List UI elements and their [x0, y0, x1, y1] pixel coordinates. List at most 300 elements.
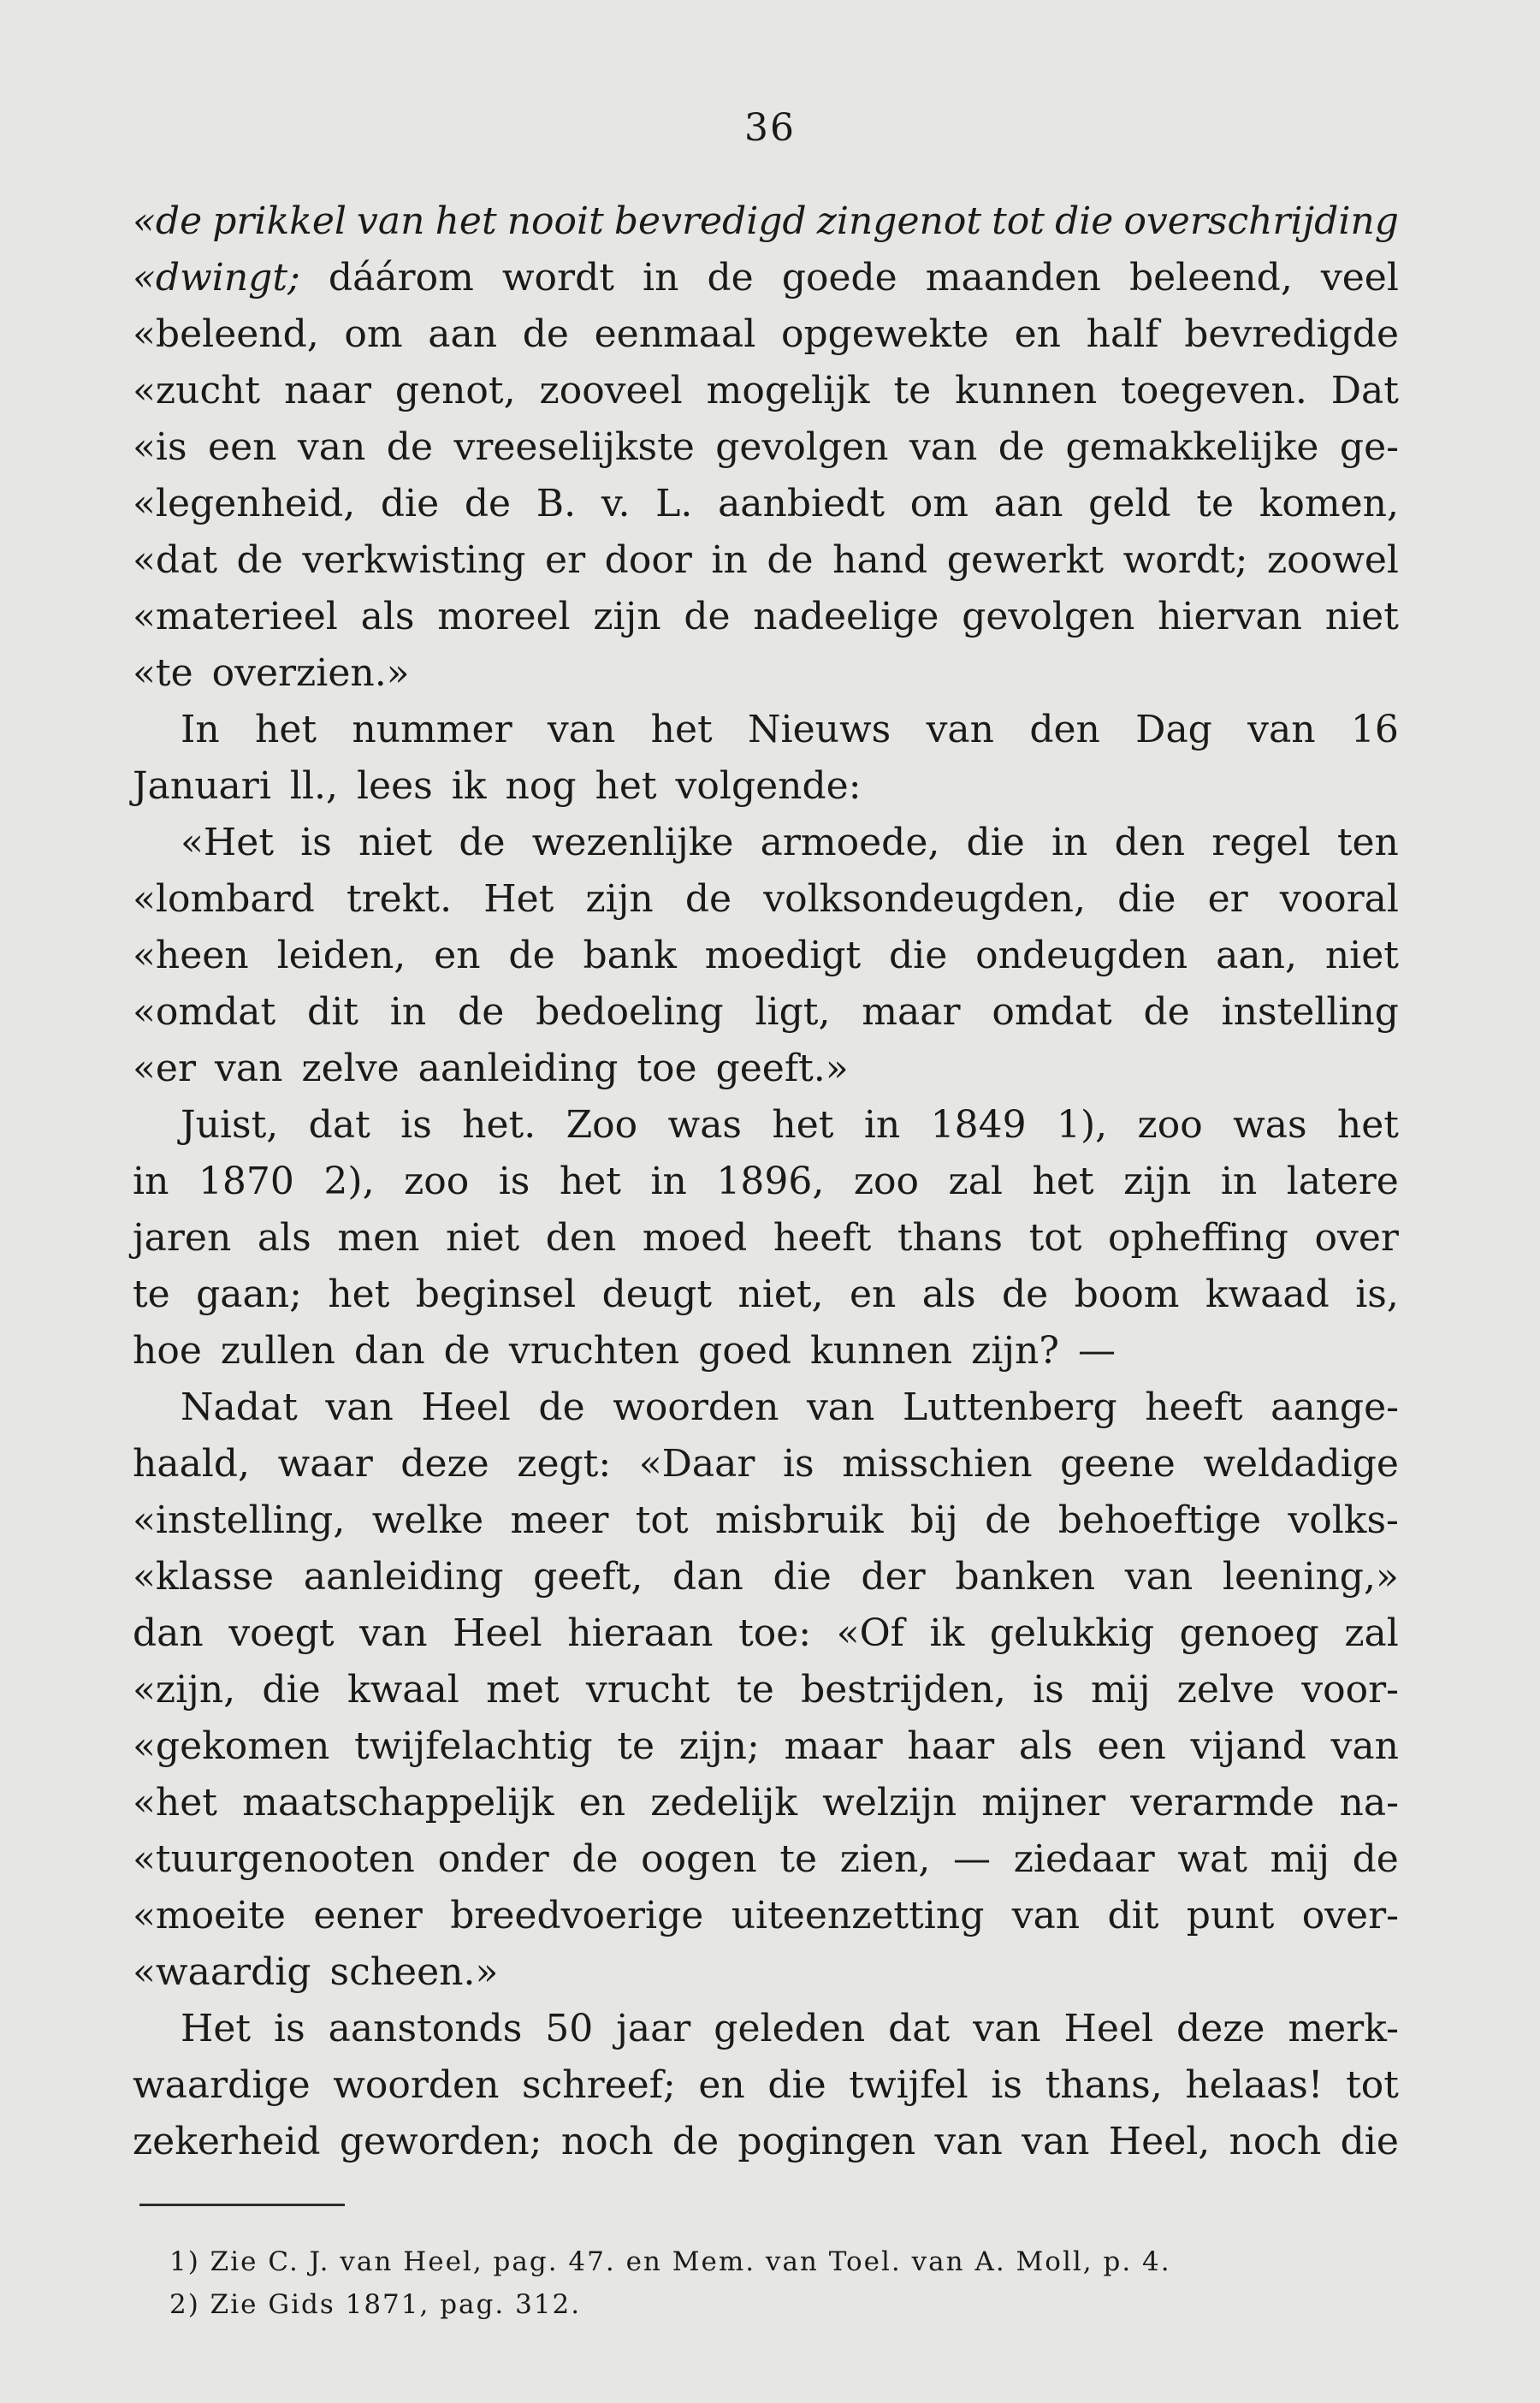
word: den: [1029, 708, 1100, 751]
word: de: [386, 425, 434, 469]
word: —: [953, 1837, 992, 1881]
word: thans,: [1045, 2063, 1163, 2107]
word: de: [458, 990, 505, 1034]
word: geld: [1088, 482, 1171, 525]
word: banken: [955, 1555, 1096, 1599]
word: die: [966, 821, 1025, 864]
text-line: [133, 476, 1399, 532]
word: tot: [1028, 1216, 1082, 1260]
word: «Daar: [638, 1442, 755, 1486]
word: het: [650, 708, 713, 751]
word: beleend,: [1128, 256, 1293, 300]
word: 1870: [198, 1160, 294, 1203]
word: toe: [637, 1047, 697, 1090]
word: leening,»: [1222, 1555, 1399, 1599]
word: pogingen: [737, 2120, 916, 2163]
word: zijn: [1123, 1160, 1192, 1203]
word: voor-: [1301, 1668, 1399, 1712]
word: moedigt: [704, 934, 862, 977]
word: «is: [133, 425, 187, 469]
word: «lombard: [133, 877, 315, 921]
word: die: [889, 934, 948, 977]
word: het: [595, 764, 657, 808]
word: welzijn: [822, 1781, 957, 1824]
page-number: 36: [744, 106, 796, 150]
word: half: [1086, 312, 1159, 356]
word: noch: [1229, 2120, 1322, 2163]
word: L.: [655, 482, 693, 525]
word: over: [1314, 1216, 1399, 1260]
footnote-2: 2) Zie Gids 1871, pag. 312.: [169, 2289, 582, 2320]
word: deugt: [601, 1273, 713, 1316]
word: waar: [277, 1442, 373, 1486]
word: opheffing: [1108, 1216, 1288, 1260]
word: «heen: [133, 934, 249, 977]
word: van: [926, 708, 994, 751]
word: lees: [357, 764, 433, 808]
word: de: [985, 1498, 1032, 1542]
word: Heel,: [1108, 2120, 1211, 2163]
word: de: [572, 1837, 619, 1881]
word: een: [1097, 1724, 1166, 1768]
word: geene: [1060, 1442, 1176, 1486]
word: wordt;: [1122, 538, 1248, 582]
word: «het: [133, 1781, 217, 1824]
word: toe:: [738, 1611, 812, 1655]
word: van: [297, 425, 366, 469]
text-line: [133, 1662, 1399, 1718]
text-line: [133, 2001, 1399, 2057]
word: zijn: [593, 595, 661, 638]
word: gevolgen: [715, 425, 889, 469]
word: deze: [400, 1442, 489, 1486]
word: merk-: [1288, 2007, 1399, 2050]
word: mijner: [981, 1781, 1106, 1824]
word: behoeftige: [1057, 1498, 1262, 1542]
word: zal: [948, 1160, 1004, 1203]
word: in: [1051, 821, 1088, 864]
text-line: [133, 1605, 1399, 1662]
word: het: [255, 708, 317, 751]
text-line: [133, 1831, 1399, 1888]
word: «te: [133, 651, 193, 695]
word: zoo: [404, 1160, 470, 1203]
word: kwaal: [346, 1668, 459, 1712]
word: zal: [1344, 1611, 1399, 1655]
word: schreef;: [522, 2063, 676, 2107]
word: ondeugden: [975, 934, 1188, 977]
text-line: [133, 871, 1399, 928]
word: heeft: [1145, 1385, 1243, 1429]
word: niet,: [737, 1273, 824, 1316]
word: In: [181, 708, 220, 751]
word: aan: [993, 482, 1063, 525]
word: twijfel: [849, 2063, 968, 2107]
text-line: [133, 758, 1399, 815]
word: nadeelige: [753, 595, 939, 638]
word: leiden,: [276, 934, 406, 977]
footnote-divider: [139, 2204, 345, 2206]
text-line: [133, 1492, 1399, 1549]
word: zoowel: [1267, 538, 1399, 582]
text-line: [133, 419, 1399, 476]
word: zingenot: [816, 199, 982, 243]
word: «de: [133, 199, 203, 243]
word: naar: [284, 369, 371, 412]
word: mij: [1270, 1837, 1330, 1881]
word: was: [667, 1103, 743, 1147]
word: v.: [601, 482, 631, 525]
word: van: [547, 708, 616, 751]
word: van: [1022, 2120, 1090, 2163]
text-line: [133, 1323, 1399, 1380]
word: te: [779, 1837, 818, 1881]
word: is: [991, 2063, 1022, 2107]
word: als: [257, 1216, 311, 1260]
word: het: [1032, 1160, 1094, 1203]
word: «zijn,: [133, 1668, 236, 1712]
word: als: [1018, 1724, 1073, 1768]
word: de: [443, 1329, 490, 1373]
word: is: [782, 1442, 814, 1486]
word: zijn?: [971, 1329, 1059, 1373]
word: Dat: [1330, 369, 1399, 412]
word: hiervan: [1158, 595, 1303, 638]
word: ll.,: [289, 764, 339, 808]
word: van: [357, 199, 425, 243]
word: maanden: [925, 256, 1101, 300]
word: punt: [1186, 1894, 1275, 1937]
word: Heel: [421, 1385, 511, 1429]
word: om: [344, 312, 403, 356]
word: is: [498, 1160, 530, 1203]
word: die: [262, 1668, 321, 1712]
footnote-1: 1) Zie C. J. van Heel, pag. 47. en Mem. van Toel. van A. Moll, p. 4.: [169, 2246, 1171, 2277]
word: te: [133, 1273, 170, 1316]
word: te: [1196, 482, 1235, 525]
text-line: [133, 702, 1399, 758]
word: de: [767, 538, 814, 582]
word: veel: [1320, 256, 1399, 300]
word: tot: [635, 1498, 689, 1542]
word: deze: [1176, 2007, 1265, 2050]
word: overzien.»: [211, 651, 410, 695]
word: die: [767, 2063, 826, 2107]
word: is: [274, 2007, 305, 2050]
word: B.: [536, 482, 577, 525]
word: «Of: [836, 1611, 904, 1655]
word: over-: [1301, 1894, 1399, 1937]
text-line: [133, 1549, 1399, 1605]
word: «dwingt;: [133, 256, 300, 300]
word: «beleend,: [133, 312, 319, 356]
word: «materieel: [133, 595, 338, 638]
word: dit: [1107, 1894, 1159, 1937]
word: «instelling,: [133, 1498, 346, 1542]
word: helaas!: [1185, 2063, 1324, 2107]
word: maar: [862, 990, 961, 1034]
word: zedelijk: [650, 1781, 798, 1824]
word: trekt.: [346, 877, 453, 921]
word: te: [737, 1668, 774, 1712]
text-line: [133, 2114, 1399, 2170]
word: eenmaal: [594, 312, 756, 356]
word: tot: [992, 199, 1045, 243]
word: de: [236, 538, 283, 582]
word: vrucht: [585, 1668, 710, 1712]
word: in: [711, 538, 748, 582]
word: het: [772, 1103, 834, 1147]
word: die: [380, 482, 440, 525]
word: 16: [1350, 708, 1399, 751]
word: niet: [1324, 934, 1399, 977]
word: ten: [1336, 821, 1399, 864]
word: gewerkt: [946, 538, 1105, 582]
word: in: [650, 1160, 687, 1203]
word: scheen.»: [329, 1950, 499, 1994]
word: Nieuws: [748, 708, 891, 751]
word: en: [849, 1273, 897, 1316]
word: omdat: [992, 990, 1112, 1034]
word: van: [909, 425, 978, 469]
word: niet: [446, 1216, 520, 1260]
word: in: [389, 990, 427, 1034]
word: armoede,: [760, 821, 940, 864]
word: «er: [133, 1047, 196, 1090]
word: heeft: [773, 1216, 872, 1260]
word: overschrijding: [1123, 199, 1399, 243]
word: weldadige: [1203, 1442, 1399, 1486]
word: als: [921, 1273, 976, 1316]
word: dit: [307, 990, 358, 1034]
word: 1),: [1056, 1103, 1108, 1147]
word: van: [325, 1385, 394, 1429]
word: te: [893, 369, 932, 412]
word: in: [1220, 1160, 1258, 1203]
word: mij: [1091, 1668, 1151, 1712]
body-text: [133, 193, 1399, 2170]
word: zelve: [1176, 1668, 1275, 1712]
word: is: [1033, 1668, 1064, 1712]
word: ik: [451, 764, 487, 808]
word: Heel: [453, 1611, 542, 1655]
word: van: [1011, 1894, 1081, 1937]
word: de: [464, 482, 512, 525]
word: welke: [371, 1498, 484, 1542]
word: der: [861, 1555, 926, 1599]
word: volgende:: [675, 764, 862, 808]
word: was: [1233, 1103, 1307, 1147]
text-line: [133, 1210, 1399, 1267]
word: den: [545, 1216, 617, 1260]
word: zijn: [585, 877, 654, 921]
word: «tuurgenooten: [133, 1837, 415, 1881]
word: prikkel: [212, 199, 346, 243]
word: de: [1352, 1837, 1399, 1881]
word: vooral: [1279, 877, 1399, 921]
word: verarmde: [1130, 1781, 1315, 1824]
word: is: [400, 1103, 432, 1147]
word: geeft.»: [715, 1047, 849, 1090]
word: zullen: [220, 1329, 335, 1373]
word: nummer: [352, 708, 512, 751]
word: het: [559, 1160, 621, 1203]
word: zekerheid: [133, 2120, 321, 2163]
word: tot: [1346, 2063, 1399, 2107]
word: geeft,: [533, 1555, 643, 1599]
text-line: [133, 1267, 1399, 1323]
word: de: [672, 2120, 720, 2163]
text-line: [133, 250, 1399, 306]
text-line: [133, 1380, 1399, 1436]
word: geworden;: [339, 2120, 542, 2163]
word: boom: [1074, 1273, 1180, 1316]
word: «dat: [133, 538, 217, 582]
word: haald,: [133, 1442, 251, 1486]
word: kunnen: [810, 1329, 953, 1373]
word: onder: [437, 1837, 549, 1881]
word: in: [863, 1103, 901, 1147]
word: er: [545, 538, 586, 582]
word: misbruik: [714, 1498, 884, 1542]
word: zelve: [301, 1047, 400, 1090]
word: na-: [1339, 1781, 1399, 1824]
word: Juist,: [181, 1103, 279, 1147]
word: aanleiding: [303, 1555, 504, 1599]
word: «waardig: [133, 1950, 311, 1994]
word: en: [434, 934, 481, 977]
word: ligt,: [755, 990, 831, 1034]
word: aanbiedt: [718, 482, 886, 525]
word: moreel: [437, 595, 571, 638]
word: niet: [1324, 595, 1399, 638]
word: twijfelachtig: [354, 1724, 593, 1768]
word: van: [973, 2007, 1041, 2050]
word: te: [617, 1724, 655, 1768]
word: den: [1114, 821, 1186, 864]
word: het.: [462, 1103, 536, 1147]
word: zijn;: [678, 1724, 760, 1768]
text-line: [133, 1888, 1399, 1944]
word: gaan;: [196, 1273, 302, 1316]
word: een: [208, 425, 277, 469]
word: aan: [428, 312, 498, 356]
word: is: [300, 821, 332, 864]
word: «zucht: [133, 369, 261, 412]
word: en: [698, 2063, 745, 2107]
word: instelling: [1221, 990, 1399, 1034]
word: in: [643, 256, 679, 300]
word: de: [707, 256, 754, 300]
word: Zoo: [566, 1103, 638, 1147]
word: genoeg: [1179, 1611, 1319, 1655]
word: Januari: [133, 764, 271, 808]
word: door: [604, 538, 692, 582]
word: niet: [358, 821, 433, 864]
word: «omdat: [133, 990, 276, 1034]
text-line: [133, 984, 1399, 1041]
text-line: [133, 645, 1399, 702]
word: Heel: [1063, 2007, 1154, 2050]
word: zoo: [853, 1160, 920, 1203]
word: bevredigde: [1184, 312, 1399, 356]
word: goede: [781, 256, 897, 300]
word: zegt:: [517, 1442, 612, 1486]
word: ge-: [1339, 425, 1399, 469]
word: dáárom: [328, 256, 474, 300]
word: uiteenzetting: [731, 1894, 985, 1937]
word: van: [934, 2120, 1003, 2163]
word: latere: [1286, 1160, 1399, 1203]
word: zien,: [839, 1837, 931, 1881]
text-line: [133, 1097, 1399, 1154]
word: dat: [308, 1103, 370, 1147]
word: Het: [181, 2007, 252, 2050]
word: dan: [672, 1555, 743, 1599]
footnotes: [169, 2240, 1367, 2326]
word: eener: [313, 1894, 423, 1937]
word: vreeselijkste: [453, 425, 695, 469]
word: meer: [510, 1498, 609, 1542]
word: wezenlijke: [531, 821, 734, 864]
text-line: [133, 193, 1399, 250]
word: men: [337, 1216, 420, 1260]
word: om: [909, 482, 968, 525]
word: noch: [560, 2120, 654, 2163]
word: ziedaar: [1013, 1837, 1155, 1881]
word: bank: [583, 934, 677, 977]
word: aange-: [1270, 1385, 1399, 1429]
text-line: [133, 1944, 1399, 2001]
word: er: [1207, 877, 1248, 921]
text-line: [133, 306, 1399, 363]
word: maatschappelijk: [242, 1781, 554, 1824]
word: zoo: [1137, 1103, 1203, 1147]
text-line: [133, 1041, 1399, 1097]
word: volksondeugden,: [763, 877, 1086, 921]
word: Dag: [1135, 708, 1212, 751]
word: haar: [907, 1724, 995, 1768]
word: wat: [1177, 1837, 1247, 1881]
word: gemakkelijke: [1065, 425, 1319, 469]
word: breedvoerige: [450, 1894, 704, 1937]
word: kwaad: [1205, 1273, 1330, 1316]
word: gevolgen: [962, 595, 1135, 638]
word: nog: [505, 764, 577, 808]
word: gelukkig: [989, 1611, 1154, 1655]
word: «moeite: [133, 1894, 286, 1937]
word: maar: [784, 1724, 883, 1768]
word: aan,: [1216, 934, 1297, 977]
text-line: [133, 1154, 1399, 1210]
word: de: [1143, 990, 1190, 1034]
word: 1896,: [716, 1160, 825, 1203]
word: geleden: [714, 2007, 866, 2050]
word: Nadat: [181, 1385, 298, 1429]
word: van: [1330, 1724, 1399, 1768]
word: die: [1117, 877, 1176, 921]
word: de: [1002, 1273, 1049, 1316]
word: 50: [545, 2007, 594, 2050]
text-line: [133, 363, 1399, 419]
word: «klasse: [133, 1555, 275, 1599]
word: volks-: [1288, 1498, 1399, 1542]
text-line: [133, 815, 1399, 871]
word: toegeven.: [1121, 369, 1307, 412]
word: hieraan: [567, 1611, 714, 1655]
word: van: [1124, 1555, 1194, 1599]
word: woorden: [613, 1385, 779, 1429]
